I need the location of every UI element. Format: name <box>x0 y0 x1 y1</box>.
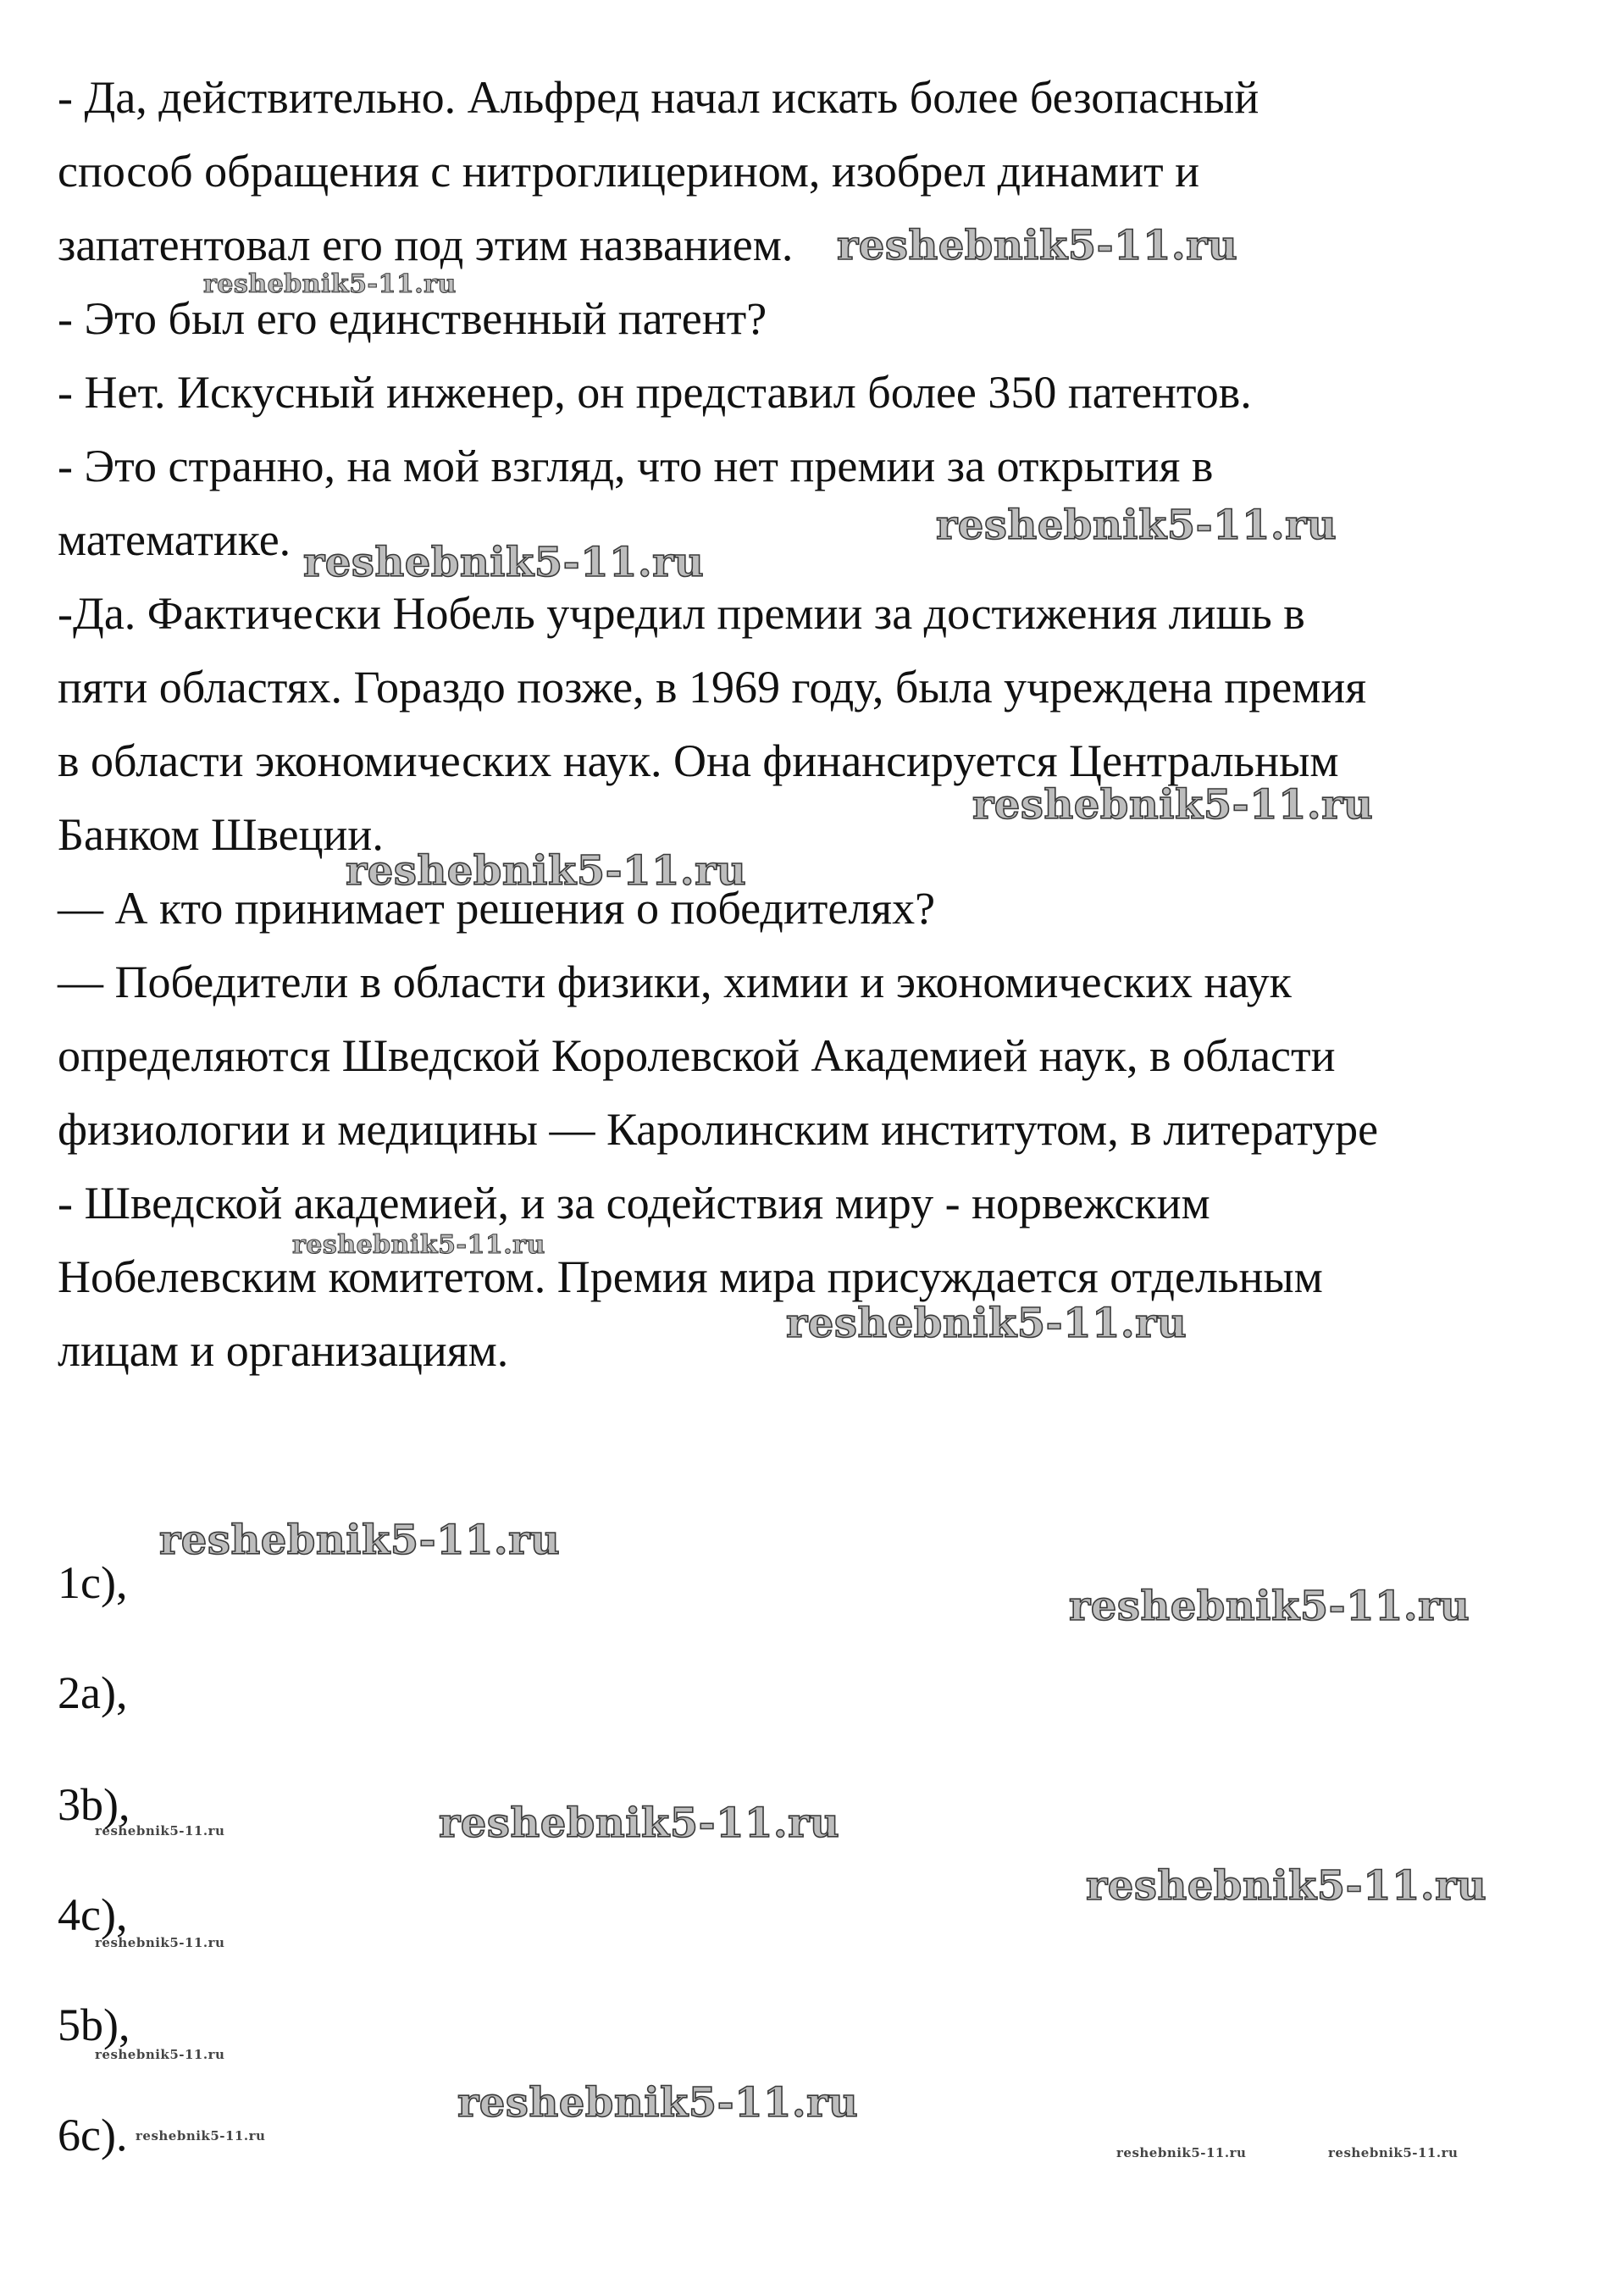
dialogue-line: - Это странно, на мой взгляд, что нет премии за открытия в <box>58 441 1214 491</box>
watermark: reshebnik5-11.ru <box>837 222 1238 269</box>
dialogue-line: Нобелевским комитетом. Премия мира присуждается отдельным <box>58 1251 1323 1302</box>
watermark: reshebnik5-11.ru <box>936 502 1337 549</box>
dialogue-line: — А кто принимает решения о победителях? <box>58 883 936 934</box>
watermark: reshebnik5-11.ru <box>1086 1862 1487 1910</box>
watermark: reshebnik5-11.ru <box>439 1800 840 1847</box>
answer-item: 4c), <box>58 1889 128 1940</box>
watermark: reshebnik5-11.ru <box>203 269 457 299</box>
answer-item: 6c). <box>58 2110 128 2160</box>
dialogue-line: способ обращения с нитроглицерином, изобрел динамит и <box>58 146 1199 197</box>
answer-item: 1c), <box>58 1557 128 1608</box>
watermark: reshebnik5-11.ru <box>95 1935 225 1950</box>
answer-item: 3b), <box>58 1779 130 1830</box>
answer-item: 2a), <box>58 1667 128 1718</box>
dialogue-line: - Это был его единственный патент? <box>58 293 767 344</box>
watermark: reshebnik5-11.ru <box>786 1300 1187 1347</box>
dialogue-line: - Нет. Искусный инженер, он представил более 350 патентов. <box>58 367 1252 418</box>
dialogue-line: -Да. Фактически Нобель учредил премии за достижения лишь в <box>58 588 1305 639</box>
watermark: reshebnik5-11.ru <box>292 1230 545 1260</box>
watermark: reshebnik5-11.ru <box>346 847 747 895</box>
dialogue-line: — Победители в области физики, химии и экономических наук <box>58 957 1292 1007</box>
watermark: reshebnik5-11.ru <box>303 539 705 586</box>
dialogue-line: математике. <box>58 514 291 565</box>
watermark: reshebnik5-11.ru <box>457 2079 859 2127</box>
watermark: reshebnik5-11.ru <box>1328 2145 1459 2160</box>
watermark: reshebnik5-11.ru <box>95 1823 225 1838</box>
dialogue-line: Банком Швеции. <box>58 809 384 860</box>
watermark: reshebnik5-11.ru <box>136 2128 266 2143</box>
answer-item: 5b), <box>58 1999 130 2050</box>
dialogue-line: в области экономических наук. Она финансируется Центральным <box>58 735 1339 786</box>
watermark: reshebnik5-11.ru <box>95 2047 225 2062</box>
dialogue-line: - Да, действительно. Альфред начал искать более безопасный <box>58 72 1259 123</box>
dialogue-line: пяти областях. Гораздо позже, в 1969 году, была учреждена премия <box>58 662 1367 713</box>
dialogue-line: определяются Шведской Королевской Академией наук, в области <box>58 1030 1336 1081</box>
dialogue-line: лицам и организациям. <box>58 1325 509 1376</box>
dialogue-line: физиологии и медицины — Каролинским институтом, в литературе <box>58 1104 1379 1155</box>
dialogue-text <box>58 61 1565 1388</box>
watermark: reshebnik5-11.ru <box>972 781 1374 829</box>
dialogue-line: запатентовал его под этим названием. <box>58 219 794 270</box>
dialogue-line: - Шведской академией, и за содействия миру - норвежским <box>58 1178 1210 1228</box>
watermark: reshebnik5-11.ru <box>159 1517 561 1564</box>
watermark: reshebnik5-11.ru <box>1069 1583 1470 1630</box>
watermark: reshebnik5-11.ru <box>1116 2145 1247 2160</box>
